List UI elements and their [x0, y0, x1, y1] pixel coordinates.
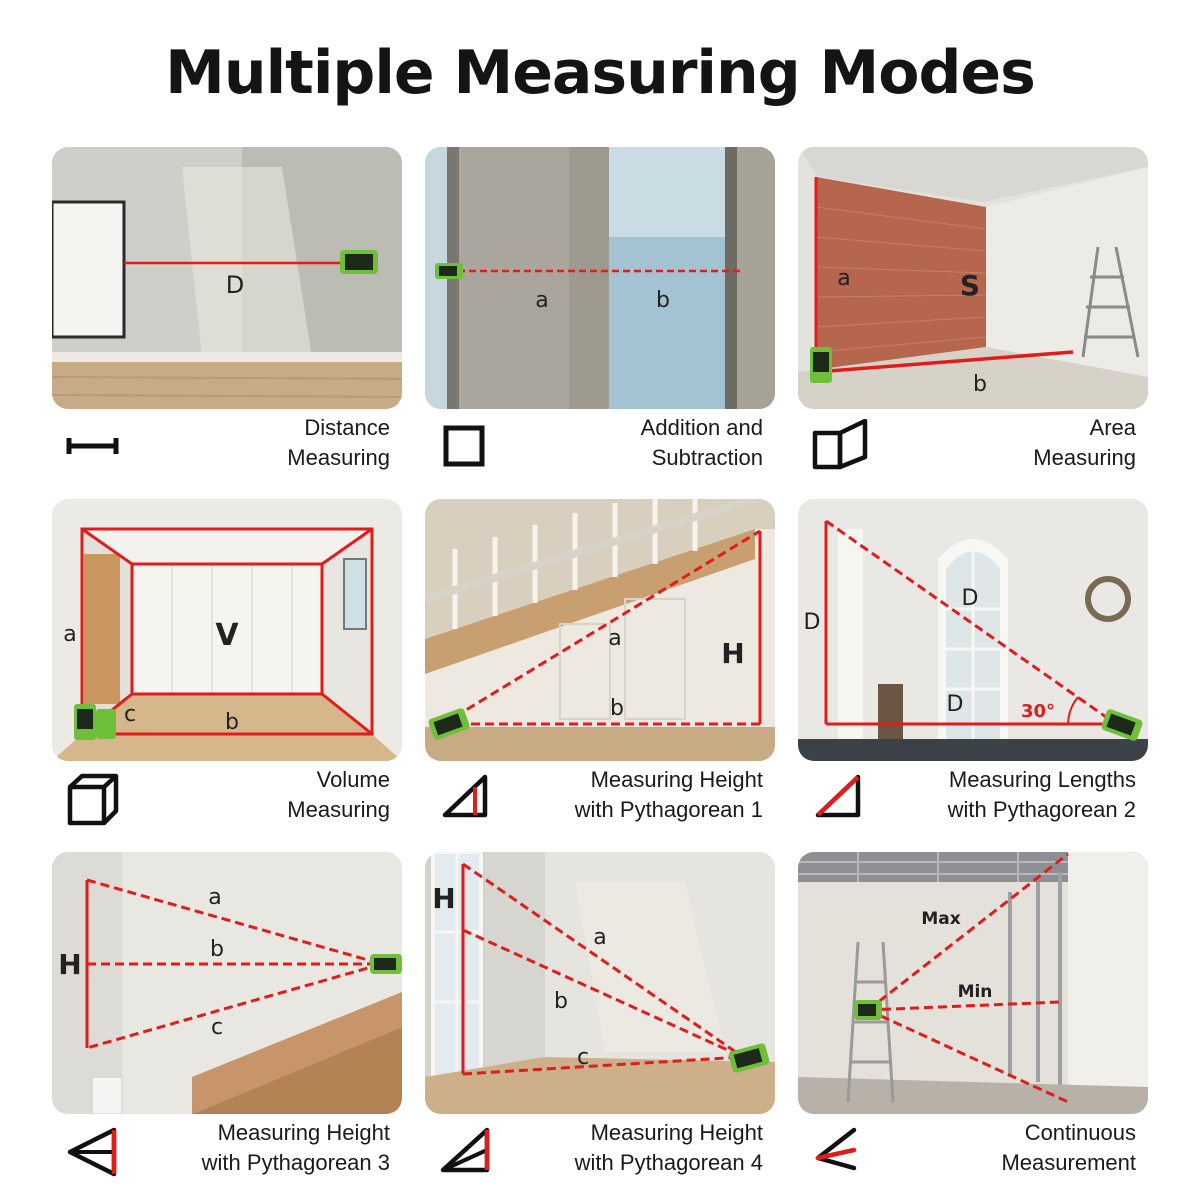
label-s: S	[959, 269, 981, 302]
square-icon	[437, 419, 497, 479]
label-min: Min	[957, 982, 993, 1002]
label-b: b	[554, 989, 568, 1014]
laser-device-icon	[435, 263, 463, 279]
volume-photo	[52, 499, 402, 761]
mode-card-pythagorean-4	[425, 852, 775, 1192]
pythagorean-2-photo	[798, 499, 1148, 761]
mode-card-volume	[52, 499, 402, 839]
label-a: a	[593, 925, 607, 950]
label-b: b	[225, 710, 239, 735]
laser-device-icon	[854, 1000, 882, 1020]
label-b: b	[210, 937, 224, 962]
mode-caption: Measuring Height with Pythagorean 1	[574, 767, 763, 822]
label-v: V	[215, 618, 239, 653]
distance-line-icon	[64, 419, 124, 479]
continuous-angle-icon	[810, 1124, 870, 1184]
mode-card-pythagorean-1	[425, 499, 775, 839]
area-photo	[798, 147, 1148, 409]
mode-caption: Distance Measuring	[287, 415, 390, 470]
label-h: H	[721, 637, 745, 670]
label-h: H	[58, 948, 82, 981]
label-c: c	[123, 702, 137, 727]
mode-card-area	[798, 147, 1148, 487]
laser-device-icon	[810, 347, 832, 383]
triangle-icon	[810, 771, 870, 831]
open-book-area-icon	[810, 419, 870, 479]
mode-caption: Continuous Measurement	[1001, 1120, 1136, 1175]
fan-triangle-icon	[64, 1124, 124, 1184]
label-h: H	[432, 882, 456, 915]
cube-icon	[64, 771, 124, 831]
label-max: Max	[921, 909, 961, 929]
label-b: b	[656, 288, 670, 313]
addition-photo	[425, 147, 775, 409]
distance-photo	[52, 147, 402, 409]
mode-caption: Area Measuring	[1033, 415, 1136, 470]
mode-caption: Volume Measuring	[287, 767, 390, 822]
laser-device-icon	[340, 250, 378, 274]
pythagorean-1-photo	[425, 499, 775, 761]
continuous-photo	[798, 852, 1148, 1114]
mode-card-distance	[52, 147, 402, 487]
label-c: c	[576, 1045, 590, 1070]
mode-caption: Measuring Height with Pythagorean 3	[201, 1120, 390, 1175]
label-angle: 30°	[1020, 701, 1056, 722]
pythagorean-4-photo	[425, 852, 775, 1114]
mode-card-pythagorean-3	[52, 852, 402, 1192]
triangle-icon	[437, 771, 497, 831]
mode-card-addition-subtraction	[425, 147, 775, 487]
label-b: b	[973, 372, 987, 397]
mode-card-continuous	[798, 852, 1148, 1192]
label-a: a	[535, 288, 549, 313]
mode-caption: Addition and Subtraction	[640, 415, 763, 470]
label-a: a	[837, 266, 851, 291]
laser-device-icon	[370, 954, 402, 974]
laser-device-icon	[74, 704, 116, 740]
pythagorean-3-photo	[52, 852, 402, 1114]
label-d-hypotenuse: D	[961, 586, 979, 611]
mode-caption: Measuring Height with Pythagorean 4	[574, 1120, 763, 1175]
label-d-base: D	[946, 692, 964, 717]
label-a: a	[208, 885, 222, 910]
label-d: D	[225, 271, 245, 299]
mode-caption: Measuring Lengths with Pythagorean 2	[947, 767, 1136, 822]
page-title: Multiple Measuring Modes	[165, 38, 1035, 108]
mode-card-pythagorean-2	[798, 499, 1148, 839]
label-b: b	[610, 696, 624, 721]
label-a: a	[608, 626, 622, 651]
fan-triangle-icon	[437, 1124, 497, 1184]
label-c: c	[210, 1015, 224, 1040]
label-d-vertical: D	[803, 610, 821, 635]
label-a: a	[63, 622, 77, 647]
